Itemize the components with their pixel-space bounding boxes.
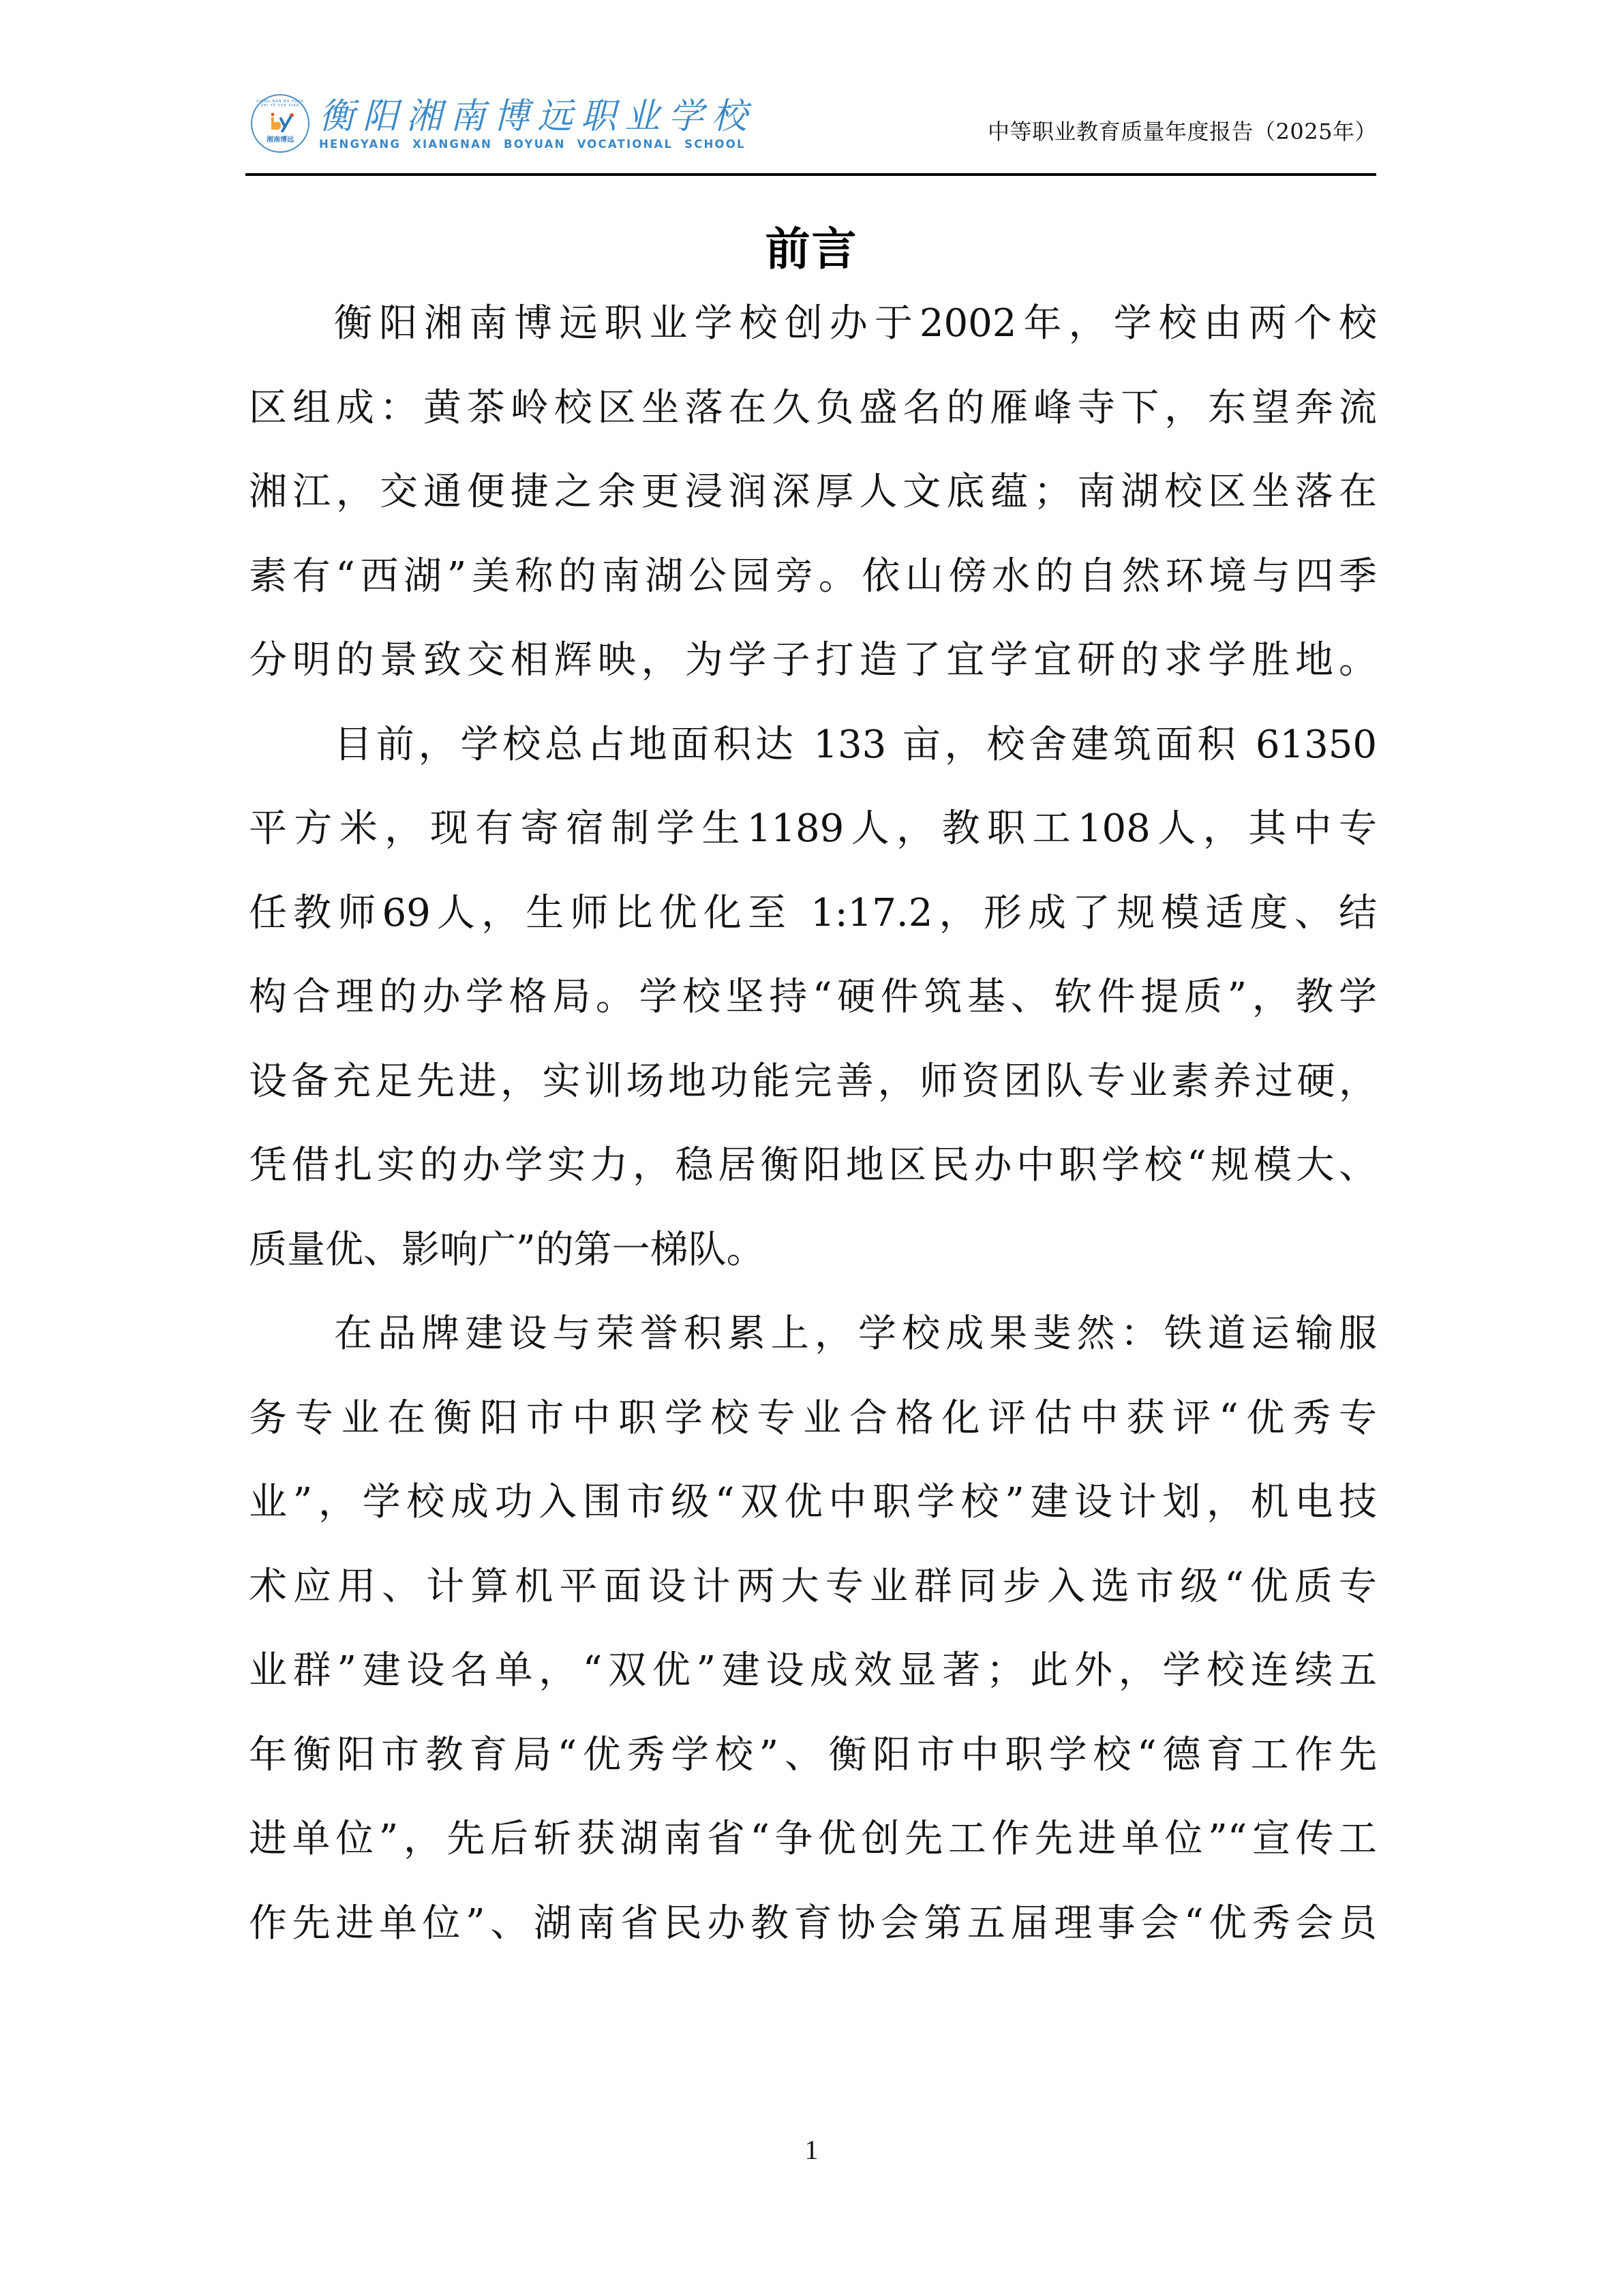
school-badge-icon [251, 94, 309, 153]
school-name-cn: 衡阳湘南博远职业学校 [319, 95, 756, 137]
school-name-en: HENGYANG XIANGNAN BOYUAN VOCATIONAL SCHOOL [319, 137, 746, 151]
paragraph-3-line: 作先进单位”、湖南省民办教育协会第五届理事会“优秀会员 [249, 1901, 1377, 1946]
by-monogram-icon [267, 112, 296, 132]
paragraph-2-line: 构合理的办学格局。学校坚持“硬件筑基、软件提质”，教学 [249, 975, 1377, 1019]
paragraph-2-line: 任教师69人，生师比优化至 1:17.2，形成了规模适度、结 [249, 891, 1377, 935]
paragraph-3-line: 进单位”，先后斩获湖南省“争优创先工作先进单位”“宣传工 [249, 1817, 1378, 1861]
paragraph-1-line: 素有“西湖”美称的南湖公园旁。依山傍水的自然环境与四季 [249, 554, 1377, 599]
paragraph-1-line: 湘江，交通便捷之余更浸润深厚人文底蕴；南湖校区坐落在 [249, 470, 1377, 514]
paragraph-2-line: 质量优、影响广”的第一梯队。 [249, 1228, 765, 1272]
report-title: 中等职业教育质量年度报告（2025年） [988, 119, 1377, 145]
badge-ring-text: XIANG NAN BO YUAN ZHI YE XUE XIAO [256, 100, 304, 108]
paragraph-3-line: 务专业在衡阳市中职学校专业合格化评估中获评“优秀专 [249, 1396, 1377, 1440]
paragraph-3-line: 业群”建设名单，“双优”建设成效显著；此外，学校连续五 [249, 1648, 1377, 1693]
paragraph-1-line: 分明的景致交相辉映，为学子打造了宜学宜研的求学胜地。 [249, 638, 1377, 682]
paragraph-3-line: 术应用、计算机平面设计两大专业群同步入选市级“优质专 [249, 1565, 1377, 1609]
paragraph-1-line: 衡阳湘南博远职业学校创办于2002年，学校由两个校 [334, 301, 1377, 346]
paragraph-1-line: 区组成：黄茶岭校区坐落在久负盛名的雁峰寺下，东望奔流 [249, 386, 1377, 430]
paragraph-2-line: 目前，学校总占地面积达 133 亩，校舍建筑面积 61350 [334, 723, 1377, 767]
paragraph-3-line: 在品牌建设与荣誉积累上，学校成果斐然：铁道运输服 [334, 1312, 1377, 1356]
paragraph-2-line: 平方米，现有寄宿制学生1189人，教职工108人，其中专 [249, 806, 1377, 851]
school-name-block [319, 97, 755, 151]
badge-label: 湘南博远 [267, 136, 294, 144]
header-divider [245, 173, 1376, 176]
page-header [247, 94, 1377, 175]
paragraph-2-line: 设备充足先进，实训场地功能完善，师资团队专业素养过硬， [249, 1059, 1377, 1104]
page-title: 前言 [765, 223, 858, 275]
paragraph-3-line: 业”，学校成功入围市级“双优中职学校”建设计划，机电技 [249, 1480, 1377, 1524]
school-logo [251, 94, 755, 153]
page-number: 1 [804, 2134, 819, 2165]
paragraph-2-line: 凭借扎实的办学实力，稳居衡阳地区民办中职学校“规模大、 [249, 1143, 1377, 1188]
paragraph-3-line: 年衡阳市教育局“优秀学校”、衡阳市中职学校“德育工作先 [249, 1733, 1377, 1777]
